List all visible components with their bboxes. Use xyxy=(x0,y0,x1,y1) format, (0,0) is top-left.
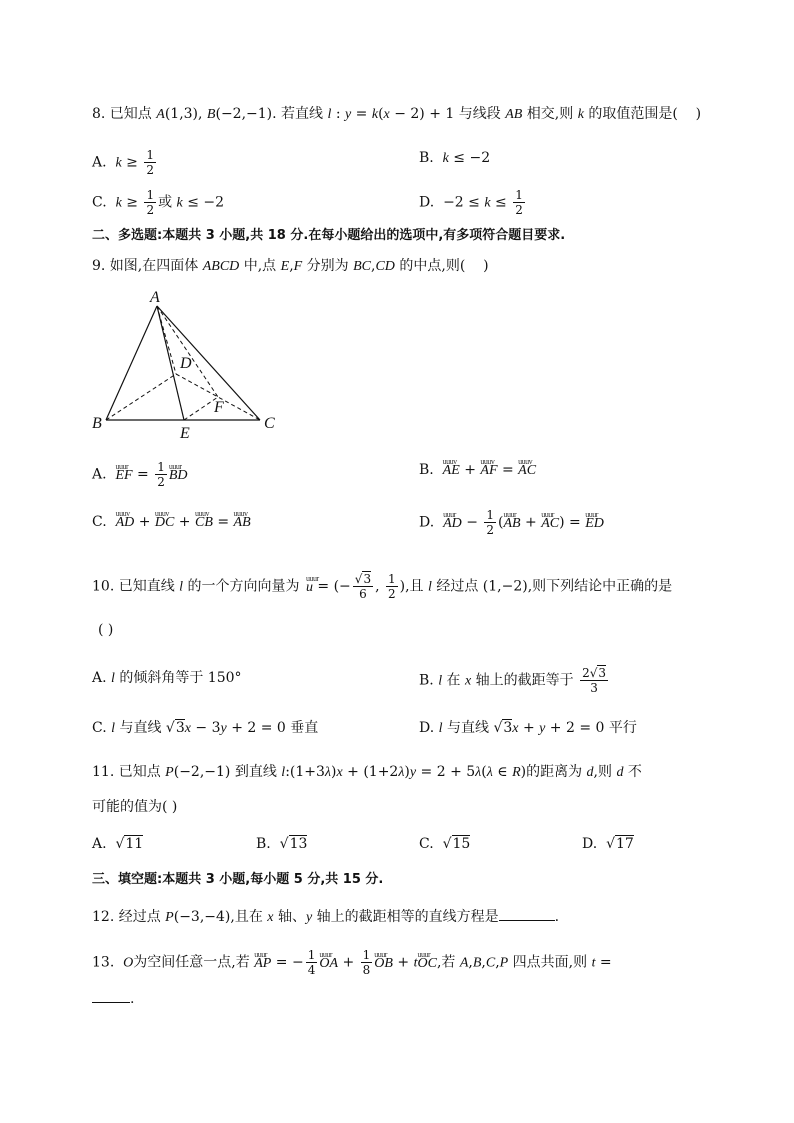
q8-stem: 8. 已知点 A(1,3), B(−2,−1). 若直线 l : y = k(x − 2) + 1 与线段 AB 相交,则 k 的取值范围是( ) xyxy=(92,106,702,122)
q9-option-a: A. uuur EF = $\frac{1}{2}$ uuur BD xyxy=(92,460,188,489)
q8-option-b: B. k ≤ −2 xyxy=(419,150,491,166)
q13-answer-line: . xyxy=(92,988,134,1009)
q13-answer-blank[interactable] xyxy=(92,988,130,1003)
segment-af xyxy=(157,306,218,397)
q8-option-c: C. k ≥ $\frac{1}{2}$ 或 k ≤ −2 xyxy=(92,188,225,217)
q9-option-c: C. uuuv AD + uuuv DC + uuuv CB = uuuv AB xyxy=(92,512,251,533)
q12-answer-blank[interactable] xyxy=(499,906,555,921)
tetrahedron-figure xyxy=(88,284,288,444)
vertex-label-d: D xyxy=(180,355,192,372)
q11-option-a: A. √11 xyxy=(92,836,144,852)
q9-option-d: D. uuur AD − $\frac{1}{2}$ (uuur AB + uuur AC) = uuur ED xyxy=(419,508,604,537)
q8-option-a: A. k ≥ $\frac{1}{2}$ xyxy=(92,148,154,177)
q11-option-c: C. √15 xyxy=(419,836,471,852)
q10-option-a: A. l 的倾斜角等于 150° xyxy=(92,670,242,686)
q10-option-d: D. l 与直线 √3x + y + 2 = 0 平行 xyxy=(419,720,637,736)
vertex-label-c: C xyxy=(264,415,275,432)
q11-stem-line2: 可能的值为( ) xyxy=(92,799,178,815)
q13-stem: 13. O为空间任意一点,若 uuur AP = − $\frac{1}{4}$ uuur OA + $\frac{1}{8}$ uuur OB + tuuur OC,若 A,B,C,P 四点共面,则 t = xyxy=(92,948,612,977)
q8-option-d: D. −2 ≤ k ≤ $\frac{1}{2}$ xyxy=(419,188,523,217)
q9-stem: 9. 如图,在四面体 ABCD 中,点 E,F 分别为 BC,CD 的中点,则( ) xyxy=(92,258,489,274)
point-label-e: E xyxy=(180,425,190,442)
q10-option-b: B. l 在 x 轴上的截距等于 $\frac{2√3}{3}$ xyxy=(419,666,607,695)
q10-answer-paren: ( ) xyxy=(98,622,114,638)
q11-stem-line1: 11. 已知点 P(−2,−1) 到直线 l:(1+3λ)x + (1+2λ)y = 2 + 5λ(λ ∈ R)的距离为 d,则 d 不 xyxy=(92,764,642,780)
q9-option-b: B. uuuv AE + uuuv AF = uuuv AC xyxy=(419,460,536,481)
q11-option-d: D. √17 xyxy=(582,836,634,852)
q11-option-b: B. √13 xyxy=(256,836,308,852)
section-3-heading: 三、填空题:本题共 3 小题,每小题 5 分,共 15 分. xyxy=(92,872,384,887)
q12-stem: 12. 经过点 P(−3,−4),且在 x 轴、y 轴上的截距相等的直线方程是 . xyxy=(92,906,559,928)
q10-stem: 10. 已知直线 l 的一个方向向量为 uuur u = (− $\frac{√3}{6}$ , $\frac{1}{2}$ ),且 l 经过点 (1,−2),则下列结论中正确的是 xyxy=(92,572,672,601)
segment-ef xyxy=(184,397,218,420)
point-label-f: F xyxy=(214,399,224,416)
vertex-label-b: B xyxy=(92,415,102,432)
vertex-label-a: A xyxy=(150,289,160,306)
section-2-heading: 二、多选题:本题共 3 小题,共 18 分.在每小题给出的选项中,有多项符合题目要求. xyxy=(92,228,566,243)
q10-option-c: C. l 与直线 √3x − 3y + 2 = 0 垂直 xyxy=(92,720,319,736)
